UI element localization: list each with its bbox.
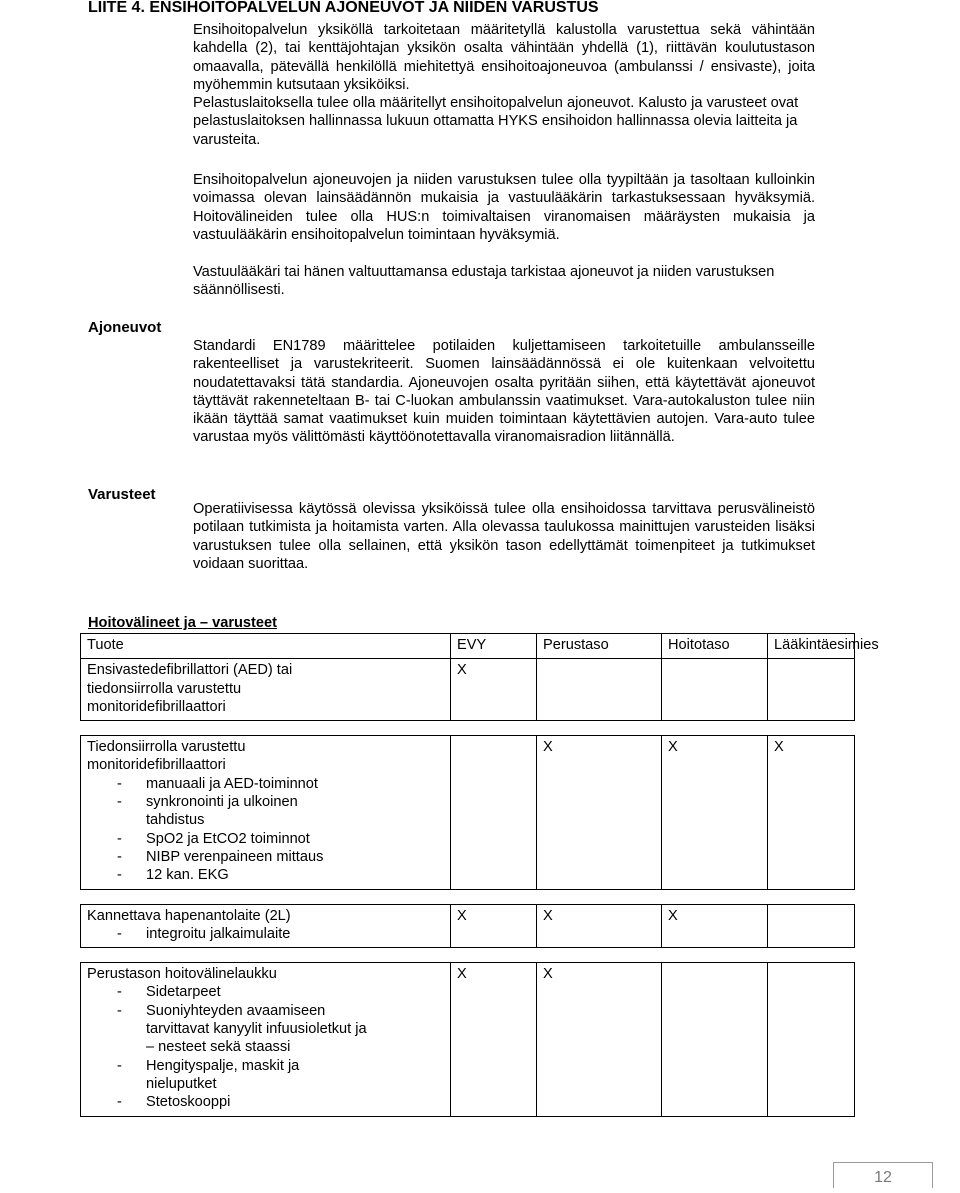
- mark-cell: X: [451, 963, 537, 1116]
- table-row: [81, 963, 855, 1116]
- requirements-paragraph: Ensihoitopalvelun ajoneuvojen ja niiden varustuksen tulee olla tyypiltään ja tasoltaan kulloinkin voimassa olevan lainsäädännön mukaisia ja vastuulääkärin tarkastuksessaan hyväksymiä. Hoitovälineiden tulee olla HUS:n toimivaltaisen viranomaisen määräysten mukaisia ja vastuulääkärin ensihoitopalvelun toimintaan hyväksymiä.: [193, 172, 815, 243]
- mark-cell: X: [451, 904, 537, 948]
- mark-cell: X: [537, 963, 662, 1116]
- vehicles-label: Ajoneuvot: [88, 319, 162, 336]
- page-number: 12: [833, 1162, 933, 1188]
- product-name: Ensivastedefibrillattori (AED) tai tiedonsiirrolla varustettu monitoridefibrillaattori: [87, 662, 293, 715]
- mark-cell: X: [537, 736, 662, 889]
- equipment-paragraph: Operatiivisessa käytössä olevissa yksiköissä tulee olla ensihoidossa tarvittava perusvälineistö potilaan tutkimista ja hoitamista varten. Alla olevassa taulukossa mainittujen varusteiden lisäksi varustuksen tulee olla sellainen, että yksikön tason edellyttämät toimenpiteet ja tutkimukset voidaan suorittaa.: [193, 501, 815, 572]
- rescue-department-paragraph: Pelastuslaitoksella tulee olla määritellyt ensihoitopalvelun ajoneuvot. Kalusto ja varusteet ovat pelastuslaitoksen hallinnassa lukuun ottamatta HYKS ensihoidon hallinnassa olevia laitteita ja varusteita.: [193, 95, 799, 148]
- mark-cell: [768, 963, 855, 1116]
- mark-cell: X: [451, 659, 537, 721]
- table-header-row: [81, 634, 855, 659]
- list-item: - NIBP verenpaineen mittaus: [87, 848, 444, 866]
- header-field-supervisor: Lääkintäesimies: [768, 634, 855, 659]
- table-heading: Hoitovälineet ja – varusteet: [88, 615, 277, 631]
- list-item: - Suoniyhteyden avaamiseen tarvittavat kanyylit infuusioletkut ja – nesteet sekä staassi: [87, 1002, 376, 1057]
- table-row: [81, 659, 855, 721]
- list-item: - Sidetarpeet: [87, 983, 444, 1001]
- mark-cell: [537, 659, 662, 721]
- list-item: - Stetoskooppi: [87, 1093, 444, 1111]
- header-evy: EVY: [451, 634, 537, 659]
- product-name: Kannettava hapenantolaite (2L): [87, 907, 291, 924]
- product-cell: [81, 659, 451, 721]
- list-item: - integroitu jalkaimulaite: [87, 925, 444, 943]
- mark-cell: [451, 736, 537, 889]
- list-item: - SpO2 ja EtCO2 toiminnot: [87, 830, 444, 848]
- product-cell: [81, 904, 451, 948]
- mark-cell: X: [537, 904, 662, 948]
- mark-cell: X: [768, 736, 855, 889]
- table-row: [81, 736, 855, 889]
- mark-cell: [662, 659, 768, 721]
- product-name: Perustason hoitovälinelaukku: [87, 966, 277, 983]
- mark-cell: [768, 904, 855, 948]
- intro-paragraph: Ensihoitopalvelun yksiköllä tarkoitetaan määritetyllä kalustolla varustettua sekä vähintään kahdella (2), tai kenttäjohtajan yksikön osalta vähintään yhdellä (1), riittävän koulutustason omaavalla, pätevällä henkilöllä miehitettyä ensihoitoajoneuvoa (ambulanssi / ensivaste), joita myöhemmin kutsutaan yksiköiksi.: [193, 22, 815, 93]
- list-item: - manuaali ja AED-toiminnot: [87, 775, 444, 793]
- feature-list: [87, 775, 444, 885]
- header-basic-level: Perustaso: [537, 634, 662, 659]
- feature-list: [87, 983, 444, 1111]
- equipment-label: Varusteet: [88, 486, 156, 503]
- inspection-paragraph: Vastuulääkäri tai hänen valtuuttamansa edustaja tarkistaa ajoneuvot ja niiden varustuksen säännöllisesti.: [193, 264, 775, 299]
- page-title: LIITE 4. ENSIHOITOPALVELUN AJONEUVOT JA NIIDEN VARUSTUS: [88, 0, 599, 16]
- mark-cell: [662, 963, 768, 1116]
- mark-cell: [768, 659, 855, 721]
- product-name: Tiedonsiirrolla varustettu monitoridefibrillaattori: [87, 739, 246, 774]
- header-product: Tuote: [81, 634, 451, 659]
- header-care-level: Hoitotaso: [662, 634, 768, 659]
- vehicles-paragraph: Standardi EN1789 määrittelee potilaiden kuljettamiseen tarkoitetuille ambulansseille rakenteelliset ja varustekriteerit. Suomen lainsäädännössä ei ole kuitenkaan velvoitettu noudatettavaksi tätä standardia. Ajoneuvojen osalta pyritään siihen, että käytettävät ajoneuvot täyttävät rakenneteltaan B- tai C-luokan ambulanssin vaatimukset. Vara-autokaluston tulee niin ikään täyttää samat vaatimukset kuin muiden toimintaan käytettävien autojen. Vara-auto tulee varustaa myös välittömästi käyttöönotettavalla viranomaisradion liitännällä.: [193, 338, 815, 446]
- mark-cell: X: [662, 736, 768, 889]
- mark-cell: X: [662, 904, 768, 948]
- product-cell: [81, 736, 451, 889]
- table-row: [81, 904, 855, 948]
- list-item: - synkronointi ja ulkoinen tahdistus: [87, 793, 360, 830]
- feature-list: [87, 925, 444, 943]
- product-cell: [81, 963, 451, 1116]
- equipment-table: [80, 633, 879, 1117]
- list-item: - 12 kan. EKG: [87, 866, 444, 884]
- list-item: - Hengityspalje, maskit ja nieluputket: [87, 1057, 366, 1094]
